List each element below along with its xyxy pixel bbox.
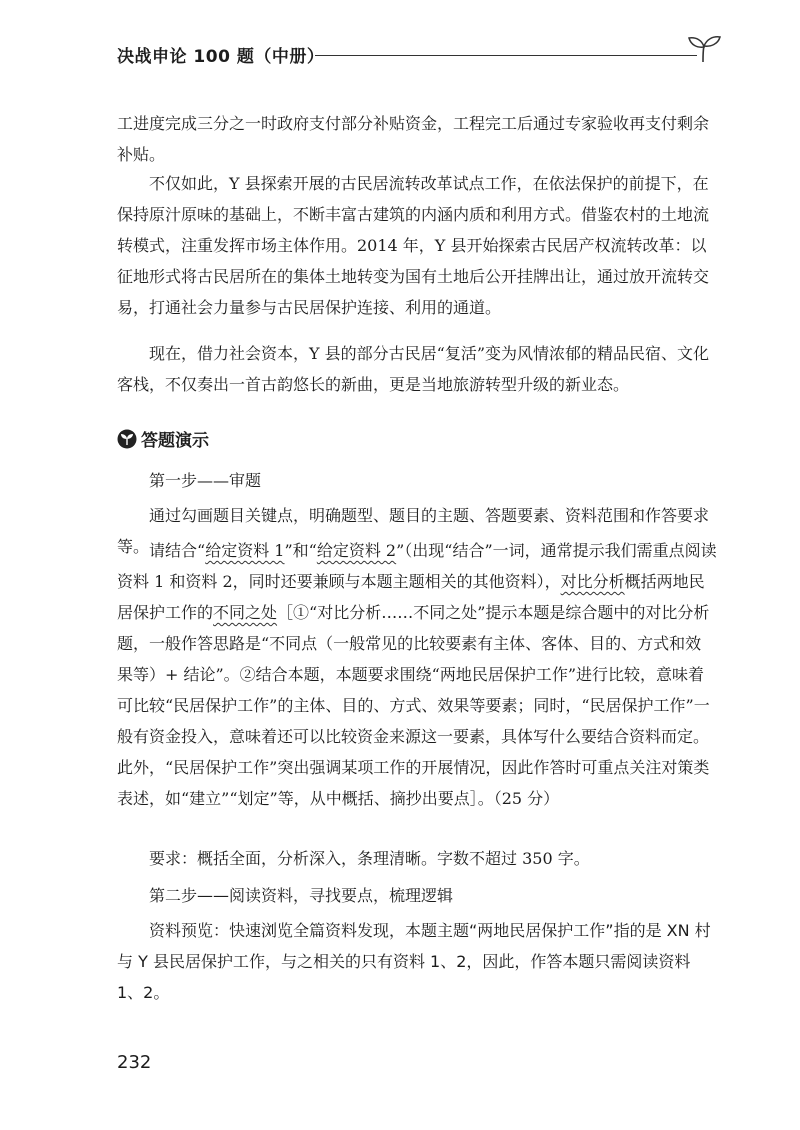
section-title: 答题演示: [141, 431, 209, 451]
paragraph-social-capital: 现在，借力社会资本，Y 县的部分古民居“复活”变为风情浓郁的精品民宿、文化客栈，不仅奏出一首古韵悠长的新曲，更是当地旅游转型升级的新业态。: [117, 344, 710, 394]
header-divider: [315, 55, 697, 56]
step1-heading: 第一步——审题: [149, 471, 262, 490]
step1-requirement: 要求：概括全面，分析深入，条理清晰。字数不超过 350 字。: [149, 849, 590, 868]
leaf-circle-icon: [117, 429, 137, 449]
step1-intro: 通过勾画题目关键点，明确题型、题目的主题、答题要素、资料范围和作答要求等。: [117, 506, 710, 556]
paragraph-y-county-reform: 不仅如此，Y 县探索开展的古民居流转改革试点工作，在依法保护的前提下，在保持原汁原味的基础上，不断丰富古建筑的内涵内质和利用方式。借鉴农村的土地流转模式，注重发挥市场主体作用。2014 年，Y 县开始探索古民居产权流转改革：以征地形式将古民居所在的集体土地转变为国有土地后公开挂牌出让，通过放开流转交易，打通社会力量参与古民居保护连接、利用的通道。: [117, 174, 710, 317]
step2-heading: 第二步——阅读资料，寻找要点，梳理逻辑: [149, 886, 454, 905]
book-title: 决战申论 100 题（中册）: [117, 47, 325, 67]
running-header: [117, 40, 717, 70]
keyword-material-2: 给定资料 2: [316, 541, 397, 560]
sprout-icon: [683, 34, 723, 64]
step1-question-annotated: 请结合“给定资料 1”和“给定资料 2”（出现“结合”一词，通常提示我们需重点阅读资料 1 和资料 2，同时还要兼顾与本题主题相关的其他资料），对比分析概括两地民居保护工作的不同之处［①“对比分析……不同之处”提示本题是综合题中的对比分析题，一般作答思路是“不同点（一般常见的比较要素有主体、客体、目的、方式和效果等）+ 结论”。②结合本题，本题要求围绕“两地民居保护工作”进行比较，意味着可比较“民居保护工作”的主体、目的、方式、效果等要素；同时，“民居保护工作”一般有资金投入，意味着还可以比较资金来源这一要素，具体写什么要结合资料而定。此外，“民居保护工作”突出强调某项工作的开展情况，因此作答时可重点关注对策类表述，如“建立”“划定”等，从中概括、摘抄出要点］。（25 分）: [117, 541, 717, 808]
paragraph-continuation: 工进度完成三分之一时政府支付部分补贴资金，工程完工后通过专家验收再支付剩余补贴。: [117, 114, 710, 164]
page-number: 232: [117, 1052, 152, 1073]
step2-text: 资料预览：快速浏览全篇资料发现，本题主题“两地民居保护工作”指的是 XN 村与 Y 县民居保护工作，与之相关的只有资料 1、2，因此，作答本题只需阅读资料 1、2。: [117, 921, 711, 1002]
keyword-differences: 不同之处: [213, 603, 278, 622]
keyword-material-1: 给定资料 1: [205, 541, 285, 560]
keyword-compare: 对比分析: [560, 572, 625, 591]
